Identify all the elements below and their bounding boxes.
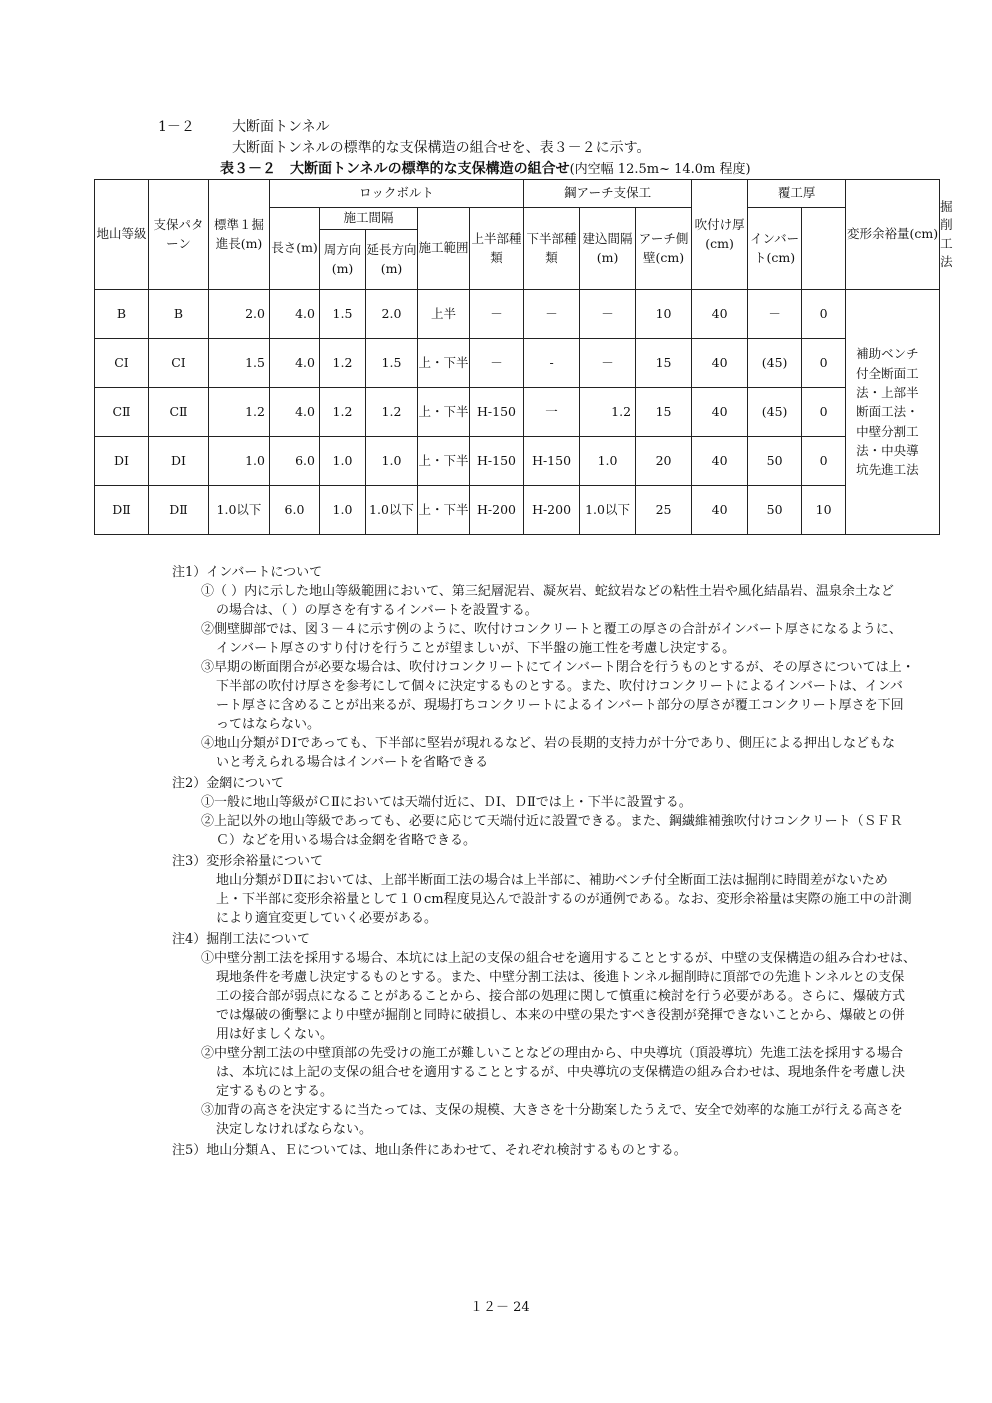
note-line: 地山分類がＤⅡにおいては、上部半断面工法の場合は上半部に、補助ベンチ付全断面工法は掘削に時間差がないため	[216, 873, 888, 888]
cell-pattern: DⅠ	[149, 437, 209, 486]
cell-deform: 0	[802, 290, 846, 339]
cell-lower: H-150	[524, 437, 580, 486]
cell-length: 4.0	[270, 290, 320, 339]
header-arch: アーチ側壁(cm)	[636, 208, 692, 290]
note-line: ①一般に地山等級がＣⅡにおいては天端付近に、ＤⅠ、ＤⅡでは上・下半に設置する。	[201, 795, 692, 810]
cell-shot: 15	[636, 339, 692, 388]
note-line: 上・下半部に変形余裕量として１０cm程度見込んで設計するのが通例である。なお、変形余裕量は実際の施工中の計測	[216, 892, 912, 907]
cell-deform: 0	[802, 388, 846, 437]
section-title: 大断面トンネル	[232, 119, 330, 135]
cell-invert: (45)	[748, 388, 802, 437]
note-line: 決定しなければならない。	[216, 1122, 373, 1137]
cell-range: 上・下半	[418, 388, 470, 437]
cell-range: 上・下半	[418, 437, 470, 486]
cell-shot: 25	[636, 486, 692, 535]
section-number: 1－２	[158, 119, 195, 135]
table-row	[95, 437, 940, 486]
header-advance: 標準１掘進長(m)	[209, 180, 270, 290]
note-line: いと考えられる場合はインバートを省略できる	[216, 755, 489, 770]
header-deform: 変形余裕量(cm)	[846, 180, 940, 290]
cell-advance: 1.0	[209, 437, 270, 486]
cell-circ: 1.5	[320, 290, 366, 339]
cell-arch: 40	[692, 339, 748, 388]
cell-interval: －	[580, 339, 636, 388]
cell-invert: 50	[748, 437, 802, 486]
note-line: ってはならない。	[216, 717, 321, 732]
cell-shot: 10	[636, 290, 692, 339]
table-row	[95, 290, 940, 339]
cell-range: 上・下半	[418, 339, 470, 388]
cell-invert: －	[748, 290, 802, 339]
note-line: では爆破の衝撃により中壁が掘削と同時に破損し、本来の中壁の果たすべき役割が発揮できないことから、爆破との併	[216, 1008, 905, 1023]
cell-long: 1.0以下	[366, 486, 418, 535]
note-line: ④地山分類がＤⅠであっても、下半部に堅岩が現れるなど、岩の長期的支持力が十分であり、側圧による押出しなどもな	[201, 736, 896, 751]
cell-upper: H-200	[470, 486, 524, 535]
header-shot: 吹付け厚(cm)	[692, 180, 748, 290]
caption-note: (内空幅 12.5m~ 14.0m 程度)	[569, 162, 751, 177]
header-interval: 建込間隔(m)	[580, 208, 636, 290]
note-heading: 注4）掘削工法について	[172, 932, 311, 947]
cell-lower: H-200	[524, 486, 580, 535]
cell-pattern: DⅡ	[149, 486, 209, 535]
caption-title: 表３－２ 大断面トンネルの標準的な支保構造の組合せ	[220, 161, 570, 177]
table-caption	[220, 158, 751, 178]
cell-long: 2.0	[366, 290, 418, 339]
note-line: インバート厚さのすり付けを行うことが望ましいが、下半盤の施工性を考慮し決定する。	[216, 641, 736, 656]
header-circ: 周方向(m)	[320, 230, 366, 290]
cell-ground: DⅠ	[95, 437, 149, 486]
note-line: は、本坑には上記の支保の組合せを適用することとするが、中央導坑の支保構造の組み合わせは、現地条件を考慮し決	[216, 1065, 906, 1080]
cell-interval: 1.0	[580, 437, 636, 486]
cell-lower: -	[524, 339, 580, 388]
cell-invert: 50	[748, 486, 802, 535]
note-heading: 注5）地山分類Ａ、Ｅについては、地山条件にあわせて、それぞれ検討するものとする。	[172, 1143, 687, 1158]
cell-long: 1.5	[366, 339, 418, 388]
cell-interval: －	[580, 290, 636, 339]
note-line: Ｃ）などを用いる場合は金網を省略できる。	[216, 833, 477, 848]
cell-interval: 1.2	[580, 388, 636, 437]
note-line: 下半部の吹付け厚さを参考にして個々に決定するものとする。また、吹付けコンクリートによるインバートは、インバ	[216, 679, 903, 694]
note-heading: 注1）インバートについて	[172, 565, 323, 580]
section-heading	[158, 116, 330, 136]
note-line: ③加背の高さを決定するに当たっては、支保の規模、大きさを十分勘案したうえで、安全で効率的な施工が行える高さを	[201, 1103, 903, 1118]
note-line: ①（ ）内に示した地山等級範囲において、第三紀層泥岩、凝灰岩、蛇紋岩などの粘性土岩や風化結晶岩、温泉余土など	[201, 584, 894, 599]
cell-circ: 1.0	[320, 437, 366, 486]
cell-length: 4.0	[270, 339, 320, 388]
note-line: ②側壁脚部では、図３－４に示す例のように、吹付けコンクリートと覆工の厚さの合計がインバート厚さになるように、	[201, 622, 902, 637]
cell-upper: H-150	[470, 437, 524, 486]
header-pattern: 支保パターン	[149, 180, 209, 290]
header-lower: 下半部種類	[524, 208, 580, 290]
note-heading: 注2）金網について	[172, 776, 285, 791]
note-line: の場合は、（ ）の厚さを有するインバートを設置する。	[216, 603, 538, 618]
cell-lower: －	[524, 290, 580, 339]
table-row	[95, 486, 940, 535]
header-spacing: 施工間隔	[320, 208, 418, 230]
cell-ground: DⅡ	[95, 486, 149, 535]
header-lining: 覆工厚	[748, 180, 846, 208]
header-ground: 地山等級	[95, 180, 149, 290]
header-long: 延長方向(m)	[366, 230, 418, 290]
header-length: 長さ(m)	[270, 208, 320, 290]
note-line: 用は好ましくない。	[216, 1027, 334, 1042]
note-line: 現地条件を考慮し決定するものとする。また、中壁分割工法は、後進トンネル掘削時に頂部での先進トンネルとの支保	[216, 970, 905, 985]
cell-long: 1.2	[366, 388, 418, 437]
cell-advance: 1.5	[209, 339, 270, 388]
support-structure-table: 地山等級 支保パターン 標準１掘進長(m) ロックボルト 鋼アーチ支保工 吹付け厚(cm) 覆工厚 変形余裕量(cm) 掘削工法 長さ(m) 施工間隔 施工範囲 上半部種類 下半部種類 建込間隔(m) アーチ側壁(cm) インバート(cm) 周方向(m) 延長方向(m) B B 2.0 4.0 1.5 2.0 上半 － － － 10 40 － 0 補助ベンチ付全断面工法・上部半断面工法・中壁分割工法・中央導坑先進工法 CⅠ CⅠ 1.5 4.0 1.2 1.5 上・下半 － - － 15 40 (45) 0 CⅡ CⅡ 1.2 4.0 1.2 1.2 上・下半 H-150 一 1.2 15 40 (45) 0 DⅠ DⅠ 1.0 6.0 1.0 1.0 上・下半 H-150 H-150 1.0 20 40 50 0 DⅡ DⅡ 1.0以下 6.0 1.0 1.0以下 上・下半 H-200 H-200 1.0以下 25 40 50 10	[94, 179, 940, 535]
cell-pattern: CⅠ	[149, 339, 209, 388]
note-line: ②中壁分割工法の中壁頂部の先受けの施工が難しいことなどの理由から、中央導坑（頂設導坑）先進工法を採用する場合	[201, 1046, 904, 1061]
header-rockbolt: ロックボルト	[270, 180, 524, 208]
note-line: ②上記以外の地山等級であっても、必要に応じて天端付近に設置できる。また、鋼繊維補強吹付けコンクリート（ＳＦＲ	[201, 814, 903, 829]
cell-length: 6.0	[270, 437, 320, 486]
cell-deform: 0	[802, 437, 846, 486]
note-heading: 注3）変形余裕量について	[172, 854, 324, 869]
cell-upper: －	[470, 290, 524, 339]
cell-length: 6.0	[270, 486, 320, 535]
note-line: ート厚さに含めることが出来るが、現場打ちコンクリートによるインバート部分の厚さが覆工コンクリート厚さを下回	[216, 698, 904, 713]
cell-shot: 20	[636, 437, 692, 486]
intro-text: 大断面トンネルの標準的な支保構造の組合せを、表３－２に示す。	[232, 140, 651, 156]
note-line: により適宜変更していく必要がある。	[216, 911, 438, 926]
cell-long: 1.0	[366, 437, 418, 486]
cell-advance: 2.0	[209, 290, 270, 339]
cell-excavation-method	[846, 290, 940, 535]
cell-arch: 40	[692, 437, 748, 486]
cell-range: 上・下半	[418, 486, 470, 535]
cell-arch: 40	[692, 486, 748, 535]
header-range: 施工範囲	[418, 208, 470, 290]
cell-ground: CⅡ	[95, 388, 149, 437]
header-upper: 上半部種類	[470, 208, 524, 290]
cell-arch: 40	[692, 290, 748, 339]
cell-circ: 1.2	[320, 339, 366, 388]
cell-advance: 1.0以下	[209, 486, 270, 535]
header-steel: 鋼アーチ支保工	[524, 180, 692, 208]
table-row	[95, 388, 940, 437]
cell-arch: 40	[692, 388, 748, 437]
cell-circ: 1.2	[320, 388, 366, 437]
cell-range: 上半	[418, 290, 470, 339]
cell-shot: 15	[636, 388, 692, 437]
cell-deform: 10	[802, 486, 846, 535]
note-line: ③早期の断面閉合が必要な場合は、吹付けコンクリートにてインバート閉合を行うものとするが、その厚さについては上・	[201, 660, 915, 675]
cell-ground: CⅠ	[95, 339, 149, 388]
note-line: 工の接合部が弱点になることがあることから、接合部の処理に関して慎重に検討を行う必要がある。さらに、爆破方式	[216, 989, 906, 1004]
cell-ground: B	[95, 290, 149, 339]
page-number: １２－ 24	[470, 1300, 530, 1315]
cell-interval: 1.0以下	[580, 486, 636, 535]
note-line: ①中壁分割工法を採用する場合、本坑には上記の支保の組合せを適用することとするが、中壁の支保構造の組み合わせは、	[201, 951, 917, 966]
excavation-method-text: 補助ベンチ付全断面工法・上部半断面工法・中壁分割工法・中央導坑先進工法	[856, 346, 919, 478]
cell-upper: H-150	[470, 388, 524, 437]
cell-upper: －	[470, 339, 524, 388]
cell-lower: 一	[524, 388, 580, 437]
cell-invert: (45)	[748, 339, 802, 388]
header-invert: インバート(cm)	[748, 208, 802, 290]
cell-advance: 1.2	[209, 388, 270, 437]
cell-pattern: B	[149, 290, 209, 339]
cell-pattern: CⅡ	[149, 388, 209, 437]
table-row	[95, 339, 940, 388]
cell-deform: 0	[802, 339, 846, 388]
note-line: 定するものとする。	[216, 1084, 334, 1099]
cell-length: 4.0	[270, 388, 320, 437]
cell-circ: 1.0	[320, 486, 366, 535]
